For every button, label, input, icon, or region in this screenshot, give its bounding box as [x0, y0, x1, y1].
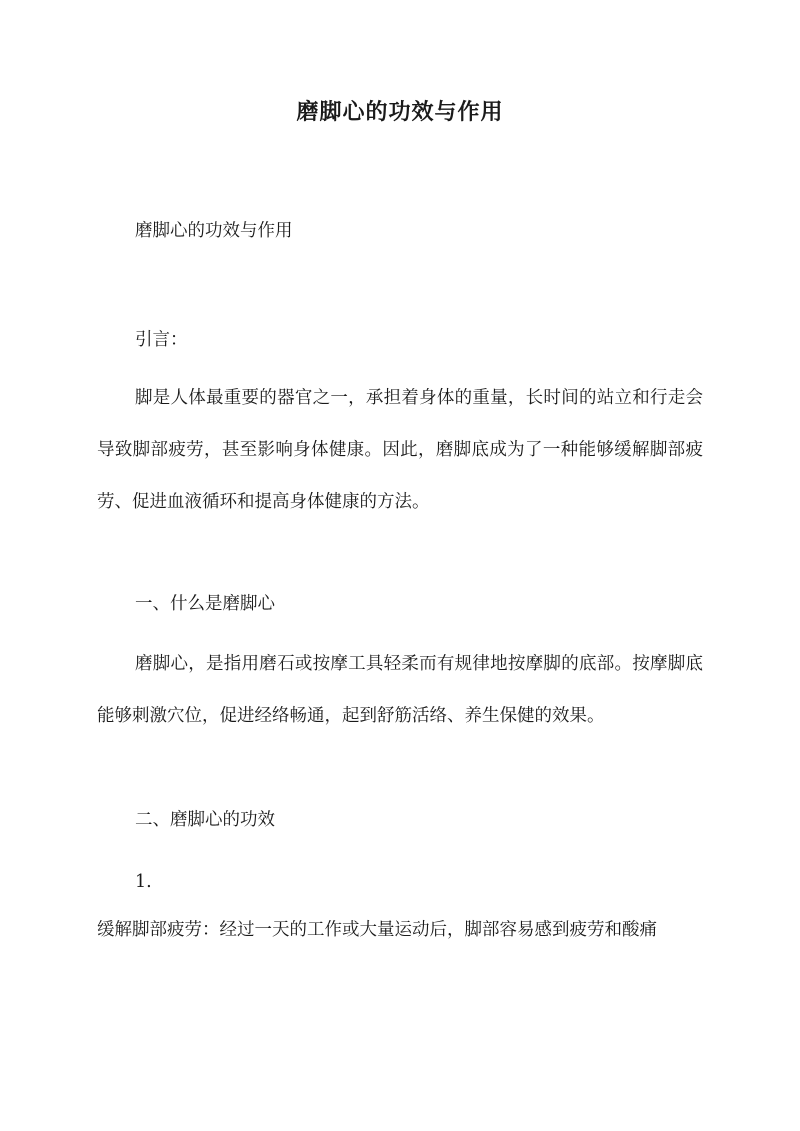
intro-heading: 引言： [135, 330, 188, 350]
subtitle: 磨脚心的功效与作用 [135, 221, 293, 241]
document-title: 磨脚心的功效与作用 [296, 99, 504, 125]
section1-heading: 一、什么是磨脚心 [135, 594, 275, 614]
section1-paragraph: 磨脚心，是指用磨石或按摩工具轻柔而有规律地按摩脚的底部。按摩脚底能够刺激穴位，促进经络畅通，起到舒筋活络、养生保健的效果。 [97, 654, 703, 726]
list-item-text: 缓解脚部疲劳：经过一天的工作或大量运动后，脚部容易感到疲劳和酸痛 [97, 920, 657, 940]
list-item-number: 1. [135, 872, 152, 892]
section2-heading: 二、磨脚心的功效 [135, 810, 275, 830]
intro-paragraph: 脚是人体最重要的器官之一，承担着身体的重量，长时间的站立和行走会导致脚部疲劳，甚至影响身体健康。因此，磨脚底成为了一种能够缓解脚部疲劳、促进血液循环和提高身体健康的方法。 [97, 388, 703, 512]
